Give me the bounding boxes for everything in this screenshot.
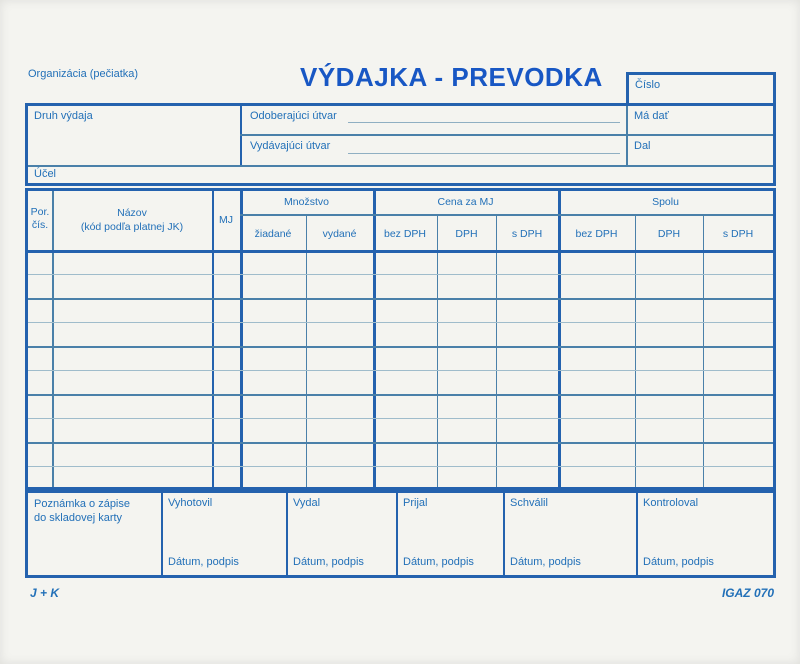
number-box [626,72,776,106]
publisher-mark: J + K [30,586,60,600]
group-header-unit-price: Cena za MJ [437,196,494,208]
col-header-without-vat: bez DPH [383,228,426,240]
prepared-by-label: Vyhotovil [168,497,213,509]
receiving-dept-label: Odoberajúci útvar [250,110,337,122]
column-divider [703,214,704,487]
group-header-quantity: Množstvo [284,196,329,208]
col-header-without-vat: bez DPH [575,228,618,240]
row-divider [28,274,773,275]
col-header-name-line1: Názov [117,207,147,219]
debit-label: Má dať [634,110,669,122]
divider [240,106,242,165]
write-in-line [348,122,620,123]
date-signature-label: Dátum, podpis [510,556,581,568]
col-header-requested: žiadané [254,228,292,240]
divider [286,493,288,575]
date-signature-label: Dátum, podpis [403,556,474,568]
col-header-issued: vydané [322,228,357,240]
purpose-label: Účel [34,168,57,180]
column-divider [496,214,497,487]
info-box [25,103,776,186]
divider [28,165,773,167]
col-header-row-no [28,206,52,232]
row-divider [28,322,773,323]
expense-type-label: Druh výdaja [34,110,93,122]
col-header-name [52,206,212,234]
date-signature-label: Dátum, podpis [643,556,714,568]
form-title: VÝDAJKA - PREVODKA [300,62,603,92]
signature-box [25,490,776,578]
column-divider [635,214,636,487]
divider [161,493,163,575]
col-header-vat: DPH [657,228,681,240]
col-header-name-line2: (kód podľa platnej JK) [80,221,184,233]
group-header-total: Spolu [652,196,679,208]
date-signature-label: Dátum, podpis [168,556,239,568]
organization-label: Organizácia (pečiatka) [28,68,139,80]
divider [396,493,398,575]
number-label: Číslo [635,79,661,91]
write-in-line [348,153,620,154]
col-header-with-vat: s DPH [511,228,543,240]
divider [636,493,638,575]
row-divider [28,370,773,371]
issuing-dept-label: Vydávajúci útvar [250,140,331,152]
stock-card-note-line1: Poznámka o zápise [34,498,130,510]
header-divider [28,250,773,253]
column-divider [437,214,438,487]
approved-by-label: Schválil [510,497,548,509]
form-code: IGAZ 070 [721,586,774,600]
checked-by-label: Kontroloval [643,497,699,509]
col-header-unit: MJ [219,214,233,226]
row-divider [28,298,773,300]
row-divider [28,466,773,467]
col-header-with-vat: s DPH [722,228,754,240]
col-header-row-no-line1: Por. [30,206,50,218]
stock-card-note [34,497,156,525]
divider [503,493,505,575]
column-divider [306,214,307,487]
divider [240,134,773,136]
row-divider [28,346,773,348]
credit-label: Dal [634,140,651,152]
received-by-label: Prijal [403,497,428,509]
header-divider [240,214,773,216]
stock-card-note-line2: do skladovej karty [34,512,123,524]
col-header-vat: DPH [455,228,478,240]
row-divider [28,442,773,444]
issued-by-label: Vydal [293,497,321,509]
row-divider [28,418,773,419]
row-divider [28,394,773,396]
date-signature-label: Dátum, podpis [293,556,364,568]
divider [626,106,628,165]
col-header-row-no-line2: čís. [31,219,49,231]
items-table [25,188,776,490]
